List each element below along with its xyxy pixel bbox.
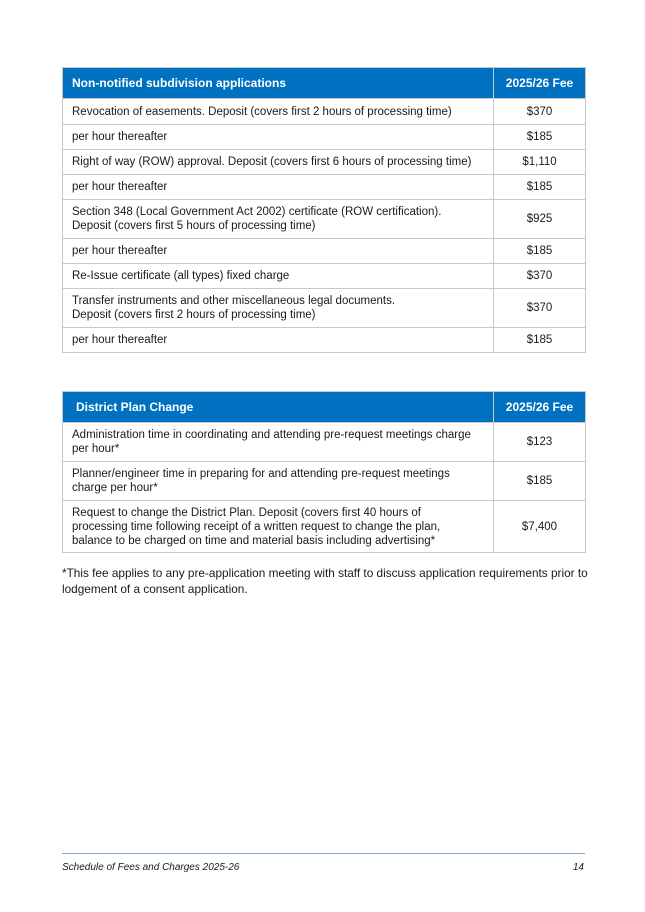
table-header-description: District Plan Change	[63, 392, 494, 423]
footer-divider	[62, 853, 585, 854]
row-description-line: per hour thereafter	[72, 181, 168, 193]
row-description	[63, 175, 494, 200]
row-fee: $370	[494, 289, 586, 328]
row-description	[63, 99, 494, 125]
table-row	[63, 328, 586, 353]
row-fee: $185	[494, 125, 586, 150]
row-description-line: Section 348 (Local Government Act 2002) certificate (ROW certification).	[72, 206, 442, 218]
table-header-description: Non-notified subdivision applications	[63, 68, 494, 99]
row-description-line: Re-Issue certificate (all types) fixed charge	[72, 270, 290, 282]
table-row	[63, 423, 586, 462]
row-description	[63, 328, 494, 353]
row-description	[63, 264, 494, 289]
subdivision-fees-table	[62, 67, 586, 353]
footnote: *This fee applies to any pre-application meeting with staff to discuss application requirements prior to lodgement of a consent application.	[62, 566, 588, 596]
table-row	[63, 239, 586, 264]
row-description-line: Administration time in coordinating and attending pre-request meetings charge	[72, 429, 471, 441]
row-fee: $185	[494, 175, 586, 200]
row-description-line: Right of way (ROW) approval. Deposit (covers first 6 hours of processing time)	[72, 156, 472, 168]
row-fee: $185	[494, 239, 586, 264]
table-header-row	[63, 68, 586, 99]
row-description-line: charge per hour*	[72, 482, 158, 494]
table-row	[63, 99, 586, 125]
table-header-fee: 2025/26 Fee	[494, 392, 586, 423]
table-row	[63, 150, 586, 175]
footer-document-title: Schedule of Fees and Charges 2025-26	[62, 862, 240, 873]
table-row	[63, 125, 586, 150]
row-fee: $370	[494, 99, 586, 125]
table-row	[63, 289, 586, 328]
table-row	[63, 462, 586, 501]
row-description-line: Deposit (covers first 2 hours of processing time)	[72, 309, 316, 321]
table-header-row	[63, 392, 586, 423]
row-description-line: balance to be charged on time and material basis including advertising*	[72, 534, 436, 547]
table-row	[63, 501, 586, 553]
row-description-line: Transfer instruments and other miscellaneous legal documents.	[72, 295, 396, 307]
row-fee: $185	[494, 462, 586, 501]
row-description	[63, 501, 494, 553]
row-description	[63, 150, 494, 175]
row-fee: $370	[494, 264, 586, 289]
table-row	[63, 200, 586, 239]
row-description-line: Deposit (covers first 5 hours of processing time)	[72, 220, 316, 232]
row-description	[63, 239, 494, 264]
row-description	[63, 289, 494, 328]
row-description	[63, 125, 494, 150]
row-description-line: per hour thereafter	[72, 131, 168, 143]
table-row	[63, 264, 586, 289]
row-fee: $925	[494, 200, 586, 239]
row-fee: $7,400	[494, 501, 586, 553]
row-description	[63, 462, 494, 501]
row-description-line: Planner/engineer time in preparing for and attending pre-request meetings	[72, 468, 450, 480]
row-description	[63, 423, 494, 462]
row-fee: $185	[494, 328, 586, 353]
row-description	[63, 200, 494, 239]
row-fee: $1,110	[494, 150, 586, 175]
footer-page-number: 14	[572, 862, 584, 873]
table-row	[63, 175, 586, 200]
row-description-line: Request to change the District Plan. Deposit (covers first 40 hours of	[72, 506, 421, 519]
row-description-line: per hour thereafter	[72, 245, 168, 257]
district-plan-change-fees-table	[62, 391, 586, 553]
row-description-line: Revocation of easements. Deposit (covers first 2 hours of processing time)	[72, 105, 452, 118]
row-fee: $123	[494, 423, 586, 462]
row-description-line: per hour thereafter	[72, 334, 168, 346]
row-description-line: processing time following receipt of a written request to change the plan,	[72, 520, 441, 533]
row-description-line: per hour*	[72, 443, 120, 455]
table-header-fee: 2025/26 Fee	[494, 68, 586, 99]
